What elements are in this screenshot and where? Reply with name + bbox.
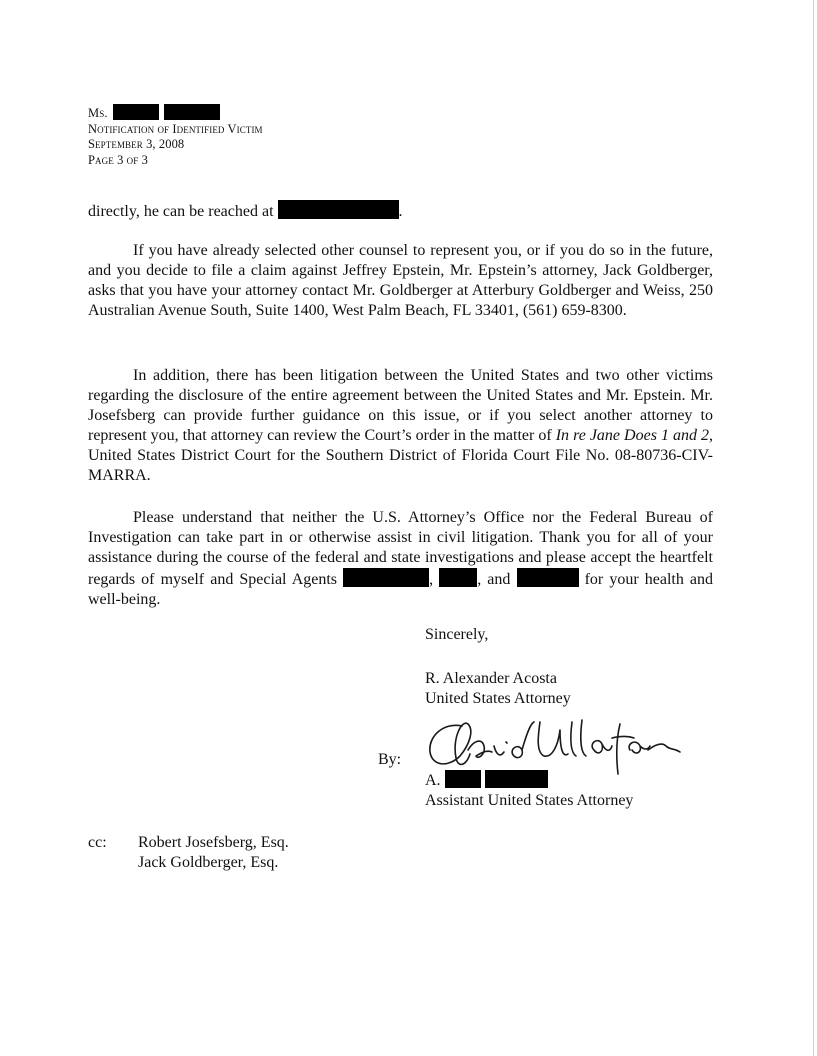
redaction-box — [278, 200, 399, 219]
date-line: September 3, 2008 — [88, 137, 185, 151]
paragraph-text: If you have already selected other counsel to represent you, or if you do so in the future, and you decide to file a claim against Jeffrey Epstein, Mr. Epstein’s attorney, Jack Goldberger, asks that you have your attorney contact Mr. Goldberger at Atterbury Goldberger and Weiss, 250 Australian Avenue South, Suite 1400, West Palm Beach, FL 33401, (561) 659-8300. — [88, 242, 713, 319]
page-edge — [813, 0, 814, 1056]
letter-header — [88, 104, 263, 168]
body-paragraph-2 — [88, 366, 713, 486]
body-paragraph-0 — [88, 200, 713, 222]
body-paragraph-1 — [88, 241, 713, 321]
redaction-box — [439, 568, 477, 587]
paragraph-text: Please understand that neither the U.S. Attorney’s Office nor the Federal Bureau of Investigation can take part in or otherwise assist in civil litigation. Thank you for all of your assistance during the course of the federal and state investigations and please accept the heartfelt regards of myself and Special Agents — [88, 509, 713, 588]
paragraph-text: for your health and well-being. — [88, 571, 714, 608]
case-name: In re Jane Does 1 and 2 — [555, 427, 710, 444]
paragraph-text: , and — [477, 571, 511, 588]
redaction-box — [485, 770, 548, 788]
salutation: Ms. — [88, 106, 108, 120]
redaction-box — [343, 568, 429, 587]
cc-label: cc: — [88, 834, 107, 851]
salutation-line — [88, 104, 263, 122]
subject-line: Notification of Identified Victim — [88, 121, 263, 136]
by-label: By: — [378, 751, 402, 768]
cc-recipient: Robert Josefsberg, Esq. — [138, 834, 289, 851]
signer-initial: A. — [425, 772, 441, 789]
redaction-box — [445, 770, 481, 788]
paragraph-text: In addition, there has been litigation between the United States and two other victims regarding the disclosure of the entire agreement between the United States and Mr. Epstein. Mr. Josefsberg can provide further guidance on this issue, or if you select another attorney to represent you, that attorney can review the Court’s order in the matter of — [88, 367, 713, 444]
redaction-box — [164, 104, 220, 120]
paragraph-text: . — [398, 203, 403, 220]
signatory-title: United States Attorney — [425, 690, 571, 707]
valediction: Sincerely, — [425, 626, 489, 643]
paragraph-text: , — [429, 571, 434, 588]
paragraph-text: directly, he can be reached at — [88, 203, 274, 220]
signer-title: Assistant United States Attorney — [425, 792, 634, 809]
paragraph-text: , United States District Court for the Southern District of Florida Court File No. 08-80736-CIV-MARRA. — [88, 427, 714, 484]
cc-recipient: Jack Goldberger, Esq. — [138, 854, 279, 871]
body-paragraph-3 — [88, 508, 713, 610]
redaction-box — [113, 104, 159, 120]
signatory-name: R. Alexander Acosta — [425, 670, 557, 687]
signer-line — [425, 770, 548, 791]
page-number: Page 3 of 3 — [88, 152, 148, 167]
redaction-box — [517, 568, 579, 587]
cc-recipients — [138, 833, 289, 873]
